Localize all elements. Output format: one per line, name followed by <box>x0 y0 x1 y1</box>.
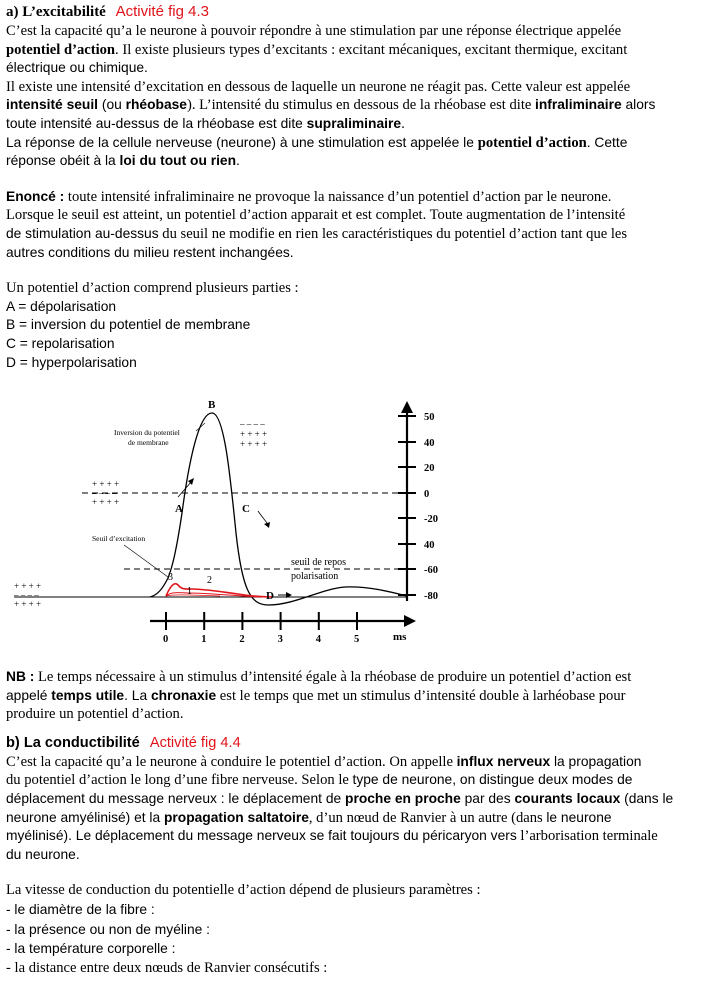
text: est le temps que met un stimulus d’intensité double à larhéobase pour <box>216 687 626 704</box>
text: . La <box>124 687 151 703</box>
charge-plus: + + + + <box>240 439 268 449</box>
text: myélinisé). Le déplacement du message nerveux se fait toujours du péricaryon vers <box>6 828 517 844</box>
term-action-potential: potentiel d’action <box>6 41 116 58</box>
parts-intro: Un potentiel d’action comprend plusieurs parties : <box>6 280 299 297</box>
enonce-label: Enoncé : <box>6 188 65 204</box>
label-D: D <box>266 590 274 602</box>
text: appelé <box>6 687 52 703</box>
text: C’est la capacité qu’a le neurone à pouvoir répondre à une stimulation par une réponse électrique appelée <box>6 23 622 39</box>
list-item: C = repolarisation <box>6 335 115 351</box>
x-ticks <box>163 612 359 645</box>
nb-paragraph <box>6 668 714 724</box>
text: électrique ou chimique. <box>6 60 148 76</box>
label-C: C <box>242 503 250 515</box>
y-tick-label: -20 <box>424 514 438 525</box>
label-3: 3 <box>168 572 173 583</box>
text: la propagation <box>550 753 642 769</box>
x-tick-label: 4 <box>315 634 322 645</box>
text: Le temps nécessaire à un stimulus d’intensité égale à la rhéobase de produire un potentiel d’action est <box>34 669 632 685</box>
section-a-activity-ref: Activité fig 4.3 <box>115 3 209 20</box>
term-potentiel-action: potentiel d’action <box>477 134 587 151</box>
vitesse-intro: La vitesse de conduction du potentielle d’action dépend de plusieurs paramètres : <box>6 882 481 899</box>
term-rheobase: rhéobase <box>125 97 187 113</box>
params-list <box>6 900 714 978</box>
label-B: B <box>208 399 216 411</box>
term-supraliminaire: supraliminaire <box>306 115 401 131</box>
document-page-lower <box>6 668 714 978</box>
text: par des <box>460 790 515 806</box>
y-axis-arrow <box>401 401 413 413</box>
text: toute intensité au-dessus de la rhéobase est dite <box>6 115 307 131</box>
y-tick-label: -60 <box>424 565 438 576</box>
excitability-definition <box>6 22 714 78</box>
text: autres conditions du milieu restent inchangées. <box>6 244 294 260</box>
seuil-excitation-label: Seuil d’excitation <box>92 534 146 543</box>
charge-minus: – – – – <box>240 419 265 429</box>
term-loi-tout-ou-rien: loi du tout ou rien <box>119 153 237 169</box>
y-tick-label: -80 <box>424 591 438 602</box>
text: C’est la capacité qu’a le neurone à conduire le potentiel d’action. On appelle <box>6 753 457 770</box>
nb-label: NB : <box>6 669 35 684</box>
charge-minus: – – – – <box>92 488 117 498</box>
list-item: - la distance entre deux nœuds de Ranvier consécutifs : <box>6 959 328 976</box>
text: (ou <box>98 97 126 113</box>
charge-plus: + + + + <box>14 581 42 591</box>
x-tick-label: 0 <box>163 634 169 645</box>
text: réponse obéit à la <box>6 153 120 169</box>
label-A: A <box>175 503 183 515</box>
text: . <box>401 115 406 132</box>
term-chronaxie: chronaxie <box>150 687 217 703</box>
text: type de neurone, on distingue deux modes de <box>352 772 633 788</box>
term-temps-utile: temps utile <box>51 687 125 703</box>
text: le neurone <box>546 809 612 825</box>
inversion-label-2: de membrane <box>128 438 169 447</box>
section-b-title: b) La conductibilité <box>6 734 140 751</box>
y-tick-label: 40 <box>424 540 435 551</box>
text: alors <box>621 97 656 113</box>
parts-list <box>6 298 714 372</box>
term-influx-nerveux: influx nerveux <box>456 753 551 769</box>
seuil-repos-label: seuil de repos <box>291 557 346 568</box>
threshold-paragraph <box>6 78 714 134</box>
repolarisation-arrow <box>258 511 268 525</box>
text: . <box>236 153 240 169</box>
infraliminal-curve-3 <box>166 595 220 596</box>
list-item: - la présence ou non de myéline : <box>6 921 211 937</box>
seuil-pointer <box>124 545 168 577</box>
text: (dans le <box>620 790 674 806</box>
charge-plus: + + + + <box>240 429 268 439</box>
text: neurone amyélinisé) et la <box>6 809 164 825</box>
text: déplacement du message nerveux : le déplacement de <box>6 790 346 806</box>
section-b-heading <box>6 734 714 753</box>
text: de stimulation au-dessus <box>6 225 159 241</box>
x-tick-label: 5 <box>354 634 360 645</box>
action-potential-figure <box>0 393 720 658</box>
enonce-paragraph <box>6 188 714 262</box>
text: , d’un nœud de Ranvier à un autre (dans <box>308 809 547 826</box>
text: toute intensité infraliminaire ne provoque la naissance d’un potentiel d’action par le neurone. <box>64 188 612 205</box>
inversion-label-1: Inversion du potentiel <box>114 428 180 437</box>
charge-plus: + + + + <box>92 479 120 489</box>
y-tick-label: 20 <box>424 463 435 474</box>
charge-symbols <box>13 419 267 609</box>
inversion-pointer <box>196 423 205 431</box>
term-proche-en-proche: proche en proche <box>345 790 461 806</box>
label-2: 2 <box>207 575 212 586</box>
x-tick-label: 3 <box>277 634 283 645</box>
text: du potentiel d’action le long d’une fibre nerveuse. Selon le <box>6 772 353 789</box>
text: l’arborisation terminale <box>516 828 658 845</box>
term-intensite-seuil: intensité seuil <box>6 97 99 113</box>
y-tick-label: 50 <box>424 412 435 423</box>
y-tick-label: 40 <box>424 438 435 449</box>
label-1: 1 <box>187 586 192 597</box>
list-item: - le diamètre de la fibre : <box>6 901 155 917</box>
response-paragraph <box>6 134 714 171</box>
text: La réponse de la cellule nerveuse (neurone) à une stimulation est appelée le <box>6 134 478 150</box>
conductibility-paragraph <box>6 753 714 865</box>
text: ). L’intensité du stimulus en dessous de la rhéobase est dite <box>186 97 536 114</box>
term-infraliminaire: infraliminaire <box>535 97 622 113</box>
section-a-heading <box>6 2 714 22</box>
action-potential-curve <box>150 413 407 605</box>
document-page <box>6 2 714 372</box>
text: . Cette <box>586 134 628 150</box>
term-propagation-saltatoire: propagation saltatoire <box>163 809 309 825</box>
charge-plus: + + + + <box>14 599 42 609</box>
text: . Il existe plusieurs types d’excitants : excitant mécaniques, excitant thermique, excitant <box>115 41 628 58</box>
list-item: - la température corporelle : <box>6 941 176 957</box>
polarisation-label: polarisation <box>291 571 339 582</box>
x-axis-arrow <box>404 615 416 627</box>
term-courants-locaux: courants locaux <box>514 790 621 806</box>
text: produire un potentiel d’action. <box>6 706 184 723</box>
text: Il existe une intensité d’excitation en dessous de laquelle un neurone ne réagit pas. Cette valeur est appelée <box>6 78 631 95</box>
text: du seuil ne modifie en rien les caractéristiques du potentiel d’action tant que les <box>158 225 628 242</box>
x-tick-label: 1 <box>201 634 207 645</box>
charge-minus: – – – – <box>14 590 39 600</box>
section-b-activity-ref: Activité fig 4.4 <box>149 734 241 751</box>
x-tick-label: 2 <box>239 634 245 645</box>
text: Lorsque le seuil est atteint, un potentiel d’action apparait et est complet. Toute augmentation de l’intensité <box>6 207 626 224</box>
list-item: B = inversion du potentiel de membrane <box>6 317 251 333</box>
list-item: D = hyperpolarisation <box>6 354 137 370</box>
list-item: A = dépolarisation <box>6 298 117 314</box>
text: du neurone. <box>6 846 80 862</box>
section-a-title: a) L’excitabilité <box>6 4 106 20</box>
charge-plus: + + + + <box>92 497 120 507</box>
y-ticks <box>398 412 438 602</box>
y-tick-label: 0 <box>424 489 430 500</box>
x-axis-unit: ms <box>393 631 407 643</box>
